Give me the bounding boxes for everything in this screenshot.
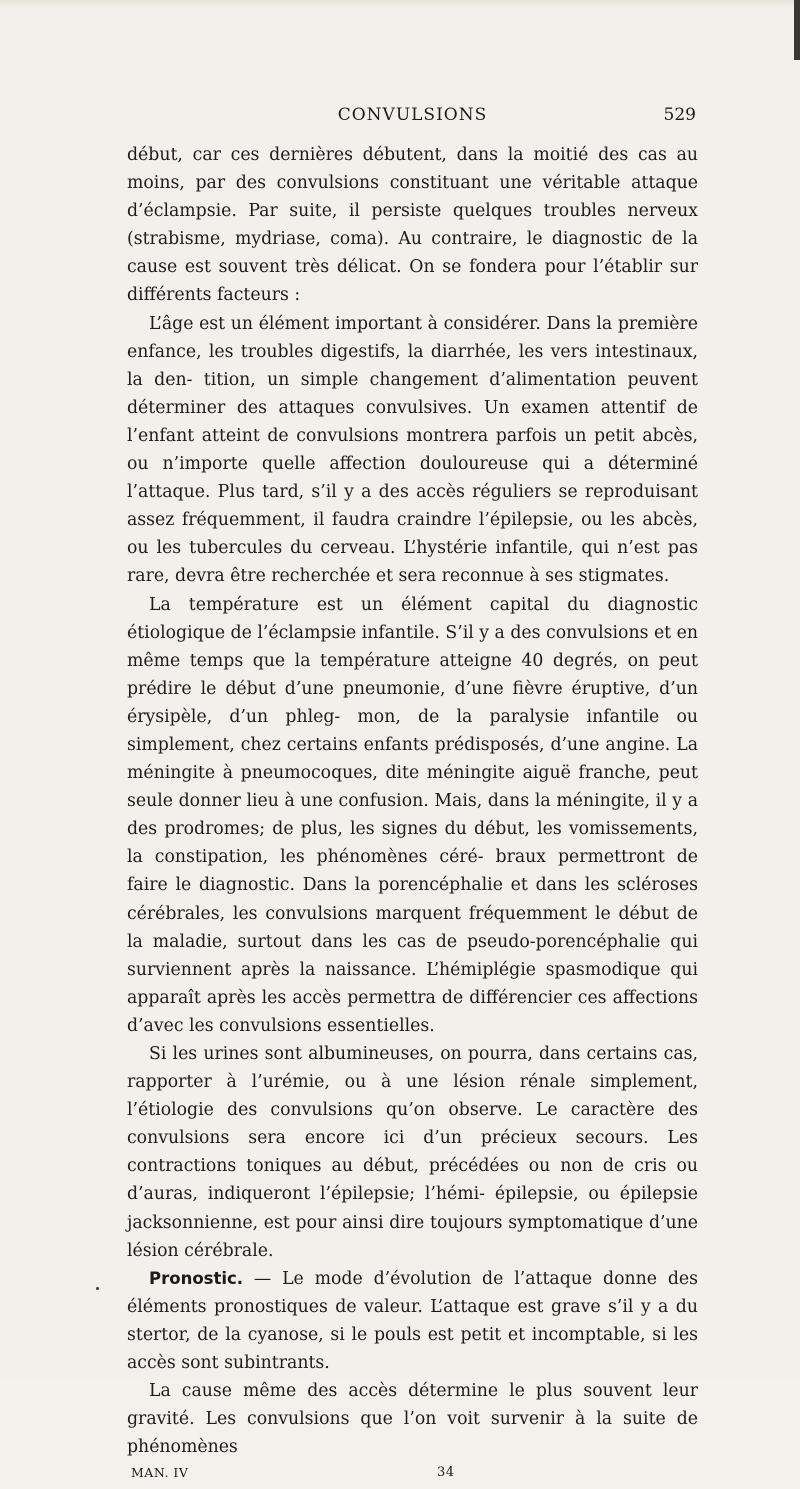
text-block <box>127 105 698 1489</box>
paragraph-text: début, car ces dernières débutent, dans la moitié des cas au moins, par des convulsions constituant une véritable attaque d’éclampsie. Par suite, il persiste quelques troubles nerveux (strabisme, mydriase, coma). Au contraire, le diagnostic de la cause est souvent très délicat. On se fondera pour l’établir sur différents facteurs : <box>127 145 698 306</box>
signature-number: 34 <box>437 1465 455 1481</box>
section-run-in-heading: Pronostic. <box>149 1268 244 1288</box>
page-header <box>127 105 698 141</box>
paragraph <box>127 141 698 310</box>
paragraph-text: L’âge est un élément important à considérer. Dans la première enfance, les troubles digestifs, la diarrhée, les vers intestinaux, la den- tition, un simple changement d’alimentation peuvent déterminer des attaques convulsives. Un examen attentif de l’enfant atteint de convulsions montrera parfois un petit abcès, ou n’importe quelle affection douloureuse qui a déterminé l’attaque. Plus tard, s’il y a des accès réguliers se reproduisant assez fréquemment, il faudra craindre l’épilepsie, ou les abcès, ou les tubercules du cerveau. L’hystérie infantile, qui n’est pas rare, devra être recherchée et sera reconnue à ses stigmates. <box>127 313 698 587</box>
page-footer <box>127 1465 698 1489</box>
page-right-edge <box>794 0 800 60</box>
paragraph-text: — Le mode d’évolution de l’attaque donne des éléments pronostiques de valeur. L’attaque est grave s’il y a du stertor, de la cyanose, si le pouls est petit et incomptable, si les accès sont subintrants. <box>127 1268 698 1374</box>
paragraph-text: Si les urines sont albumineuses, on pourra, dans certains cas, rapporter à l’urémie, ou à une lésion rénale simplement, l’étiologie des convulsions qu’on observe. Le caractère des convulsions sera encore ici d’un précieux secours. Les contractions toniques au début, précédées ou non de cris ou d’auras, indiqueront l’épilepsie; l’hémi- épilepsie, ou épilepsie jacksonnienne, est pour ainsi dire toujours symptomatique d’une lésion cérébrale. <box>127 1044 698 1261</box>
running-title: CONVULSIONS <box>337 105 488 125</box>
paragraph <box>127 591 698 1041</box>
paragraph <box>127 310 698 591</box>
margin-speck <box>96 1287 99 1290</box>
page-number: 529 <box>663 105 696 125</box>
signature-mark: MAN. IV <box>131 1465 189 1481</box>
paragraph <box>127 1265 698 1377</box>
page-top-edge <box>0 0 800 8</box>
paragraph <box>127 1040 698 1265</box>
paragraph-text: La température est un élément capital du diagnostic étiologique de l’éclampsie infantile. S’il y a des convulsions et en même temps que la température atteigne 40 degrés, on peut prédire le début d’une pneumonie, d’une fièvre éruptive, d’un érysipèle, d’un phleg- mon, de la paralysie infantile ou simplement, chez certains enfants prédisposés, d’une angine. La méningite à pneumocoques, dite méningite aiguë franche, peut seule donner lieu à une confusion. Mais, dans la méningite, il y a des prodromes; de plus, les signes du début, les vomissements, la constipation, les phénomènes céré- braux permettront de faire le diagnostic. Dans la porencéphalie et dans les scléroses cérébrales, les convulsions marquent fréquemment le début de la maladie, surtout dans les cas de pseudo-porencéphalie qui surviennent après la naissance. L’hémiplégie spasmodique qui apparaît après les accès permettra de différencier ces affections d’avec les convulsions essentielles. <box>127 594 698 1036</box>
paragraph <box>127 1377 698 1461</box>
paragraph-text: La cause même des accès détermine le plus souvent leur gravité. Les convulsions que l’on voit survenir à la suite de phénomènes <box>127 1381 698 1458</box>
body-text <box>127 141 698 1461</box>
